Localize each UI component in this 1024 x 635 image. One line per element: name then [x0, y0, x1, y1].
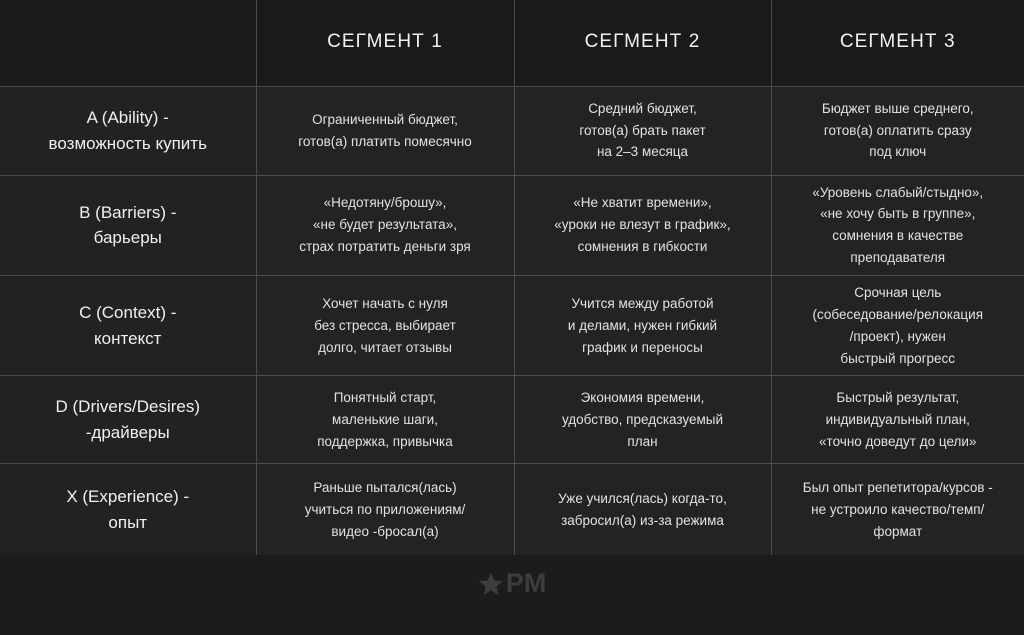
cell-experience-segment-2: Уже учился(лась) когда-то, забросил(а) из-за режима [514, 464, 771, 555]
row-label-ability: A (Ability) - возможность купить [0, 86, 256, 175]
cell-ability-segment-1: Ограниченный бюджет, готов(а) платить помесячно [256, 86, 514, 175]
table-body [0, 86, 1024, 555]
row-label-context: C (Context) - контекст [0, 275, 256, 375]
table-header [0, 0, 1024, 86]
row-label-experience: X (Experience) - опыт [0, 464, 256, 555]
star-icon [478, 571, 504, 597]
cell-context-segment-3: Срочная цель (собеседование/релокация /проект), нужен быстрый прогресс [771, 275, 1024, 375]
cell-experience-segment-3: Был опыт репетитора/курсов - не устроило качество/темп/ формат [771, 464, 1024, 555]
column-header-segment-2: СЕГМЕНТ 2 [514, 0, 771, 86]
table-row [0, 464, 1024, 555]
cell-drivers-segment-3: Быстрый результат, индивидуальный план, «точно доведут до цели» [771, 376, 1024, 464]
cell-context-segment-1: Хочет начать с нуля без стресса, выбирает долго, читает отзывы [256, 275, 514, 375]
table-row [0, 175, 1024, 275]
cell-barriers-segment-1: «Недотяну/брошу», «не будет результата», страх потратить деньги зря [256, 175, 514, 275]
watermark-text: PM [505, 568, 547, 598]
cell-drivers-segment-1: Понятный старт, маленькие шаги, поддержка, привычка [256, 376, 514, 464]
table-row [0, 86, 1024, 175]
column-header-segment-1: СЕГМЕНТ 1 [256, 0, 514, 86]
cell-ability-segment-2: Средний бюджет, готов(а) брать пакет на 2–3 месяца [514, 86, 771, 175]
cell-barriers-segment-2: «Не хватит времени», «уроки не влезут в график», сомнения в гибкости [514, 175, 771, 275]
corner-cell [0, 0, 256, 86]
row-label-drivers: D (Drivers/Desires) -драйверы [0, 376, 256, 464]
cell-experience-segment-1: Раньше пытался(лась) учиться по приложениям/ видео -бросал(а) [256, 464, 514, 555]
cell-barriers-segment-3: «Уровень слабый/стыдно», «не хочу быть в группе», сомнения в качестве преподавателя [771, 175, 1024, 275]
watermark [0, 570, 1024, 597]
row-label-barriers: B (Barriers) - барьеры [0, 175, 256, 275]
header-row [0, 0, 1024, 86]
cell-context-segment-2: Учится между работой и делами, нужен гибкий график и переносы [514, 275, 771, 375]
table-row [0, 275, 1024, 375]
cell-ability-segment-3: Бюджет выше среднего, готов(а) оплатить сразу под ключ [771, 86, 1024, 175]
table-row [0, 376, 1024, 464]
column-header-segment-3: СЕГМЕНТ 3 [771, 0, 1024, 86]
cell-drivers-segment-2: Экономия времени, удобство, предсказуемый план [514, 376, 771, 464]
